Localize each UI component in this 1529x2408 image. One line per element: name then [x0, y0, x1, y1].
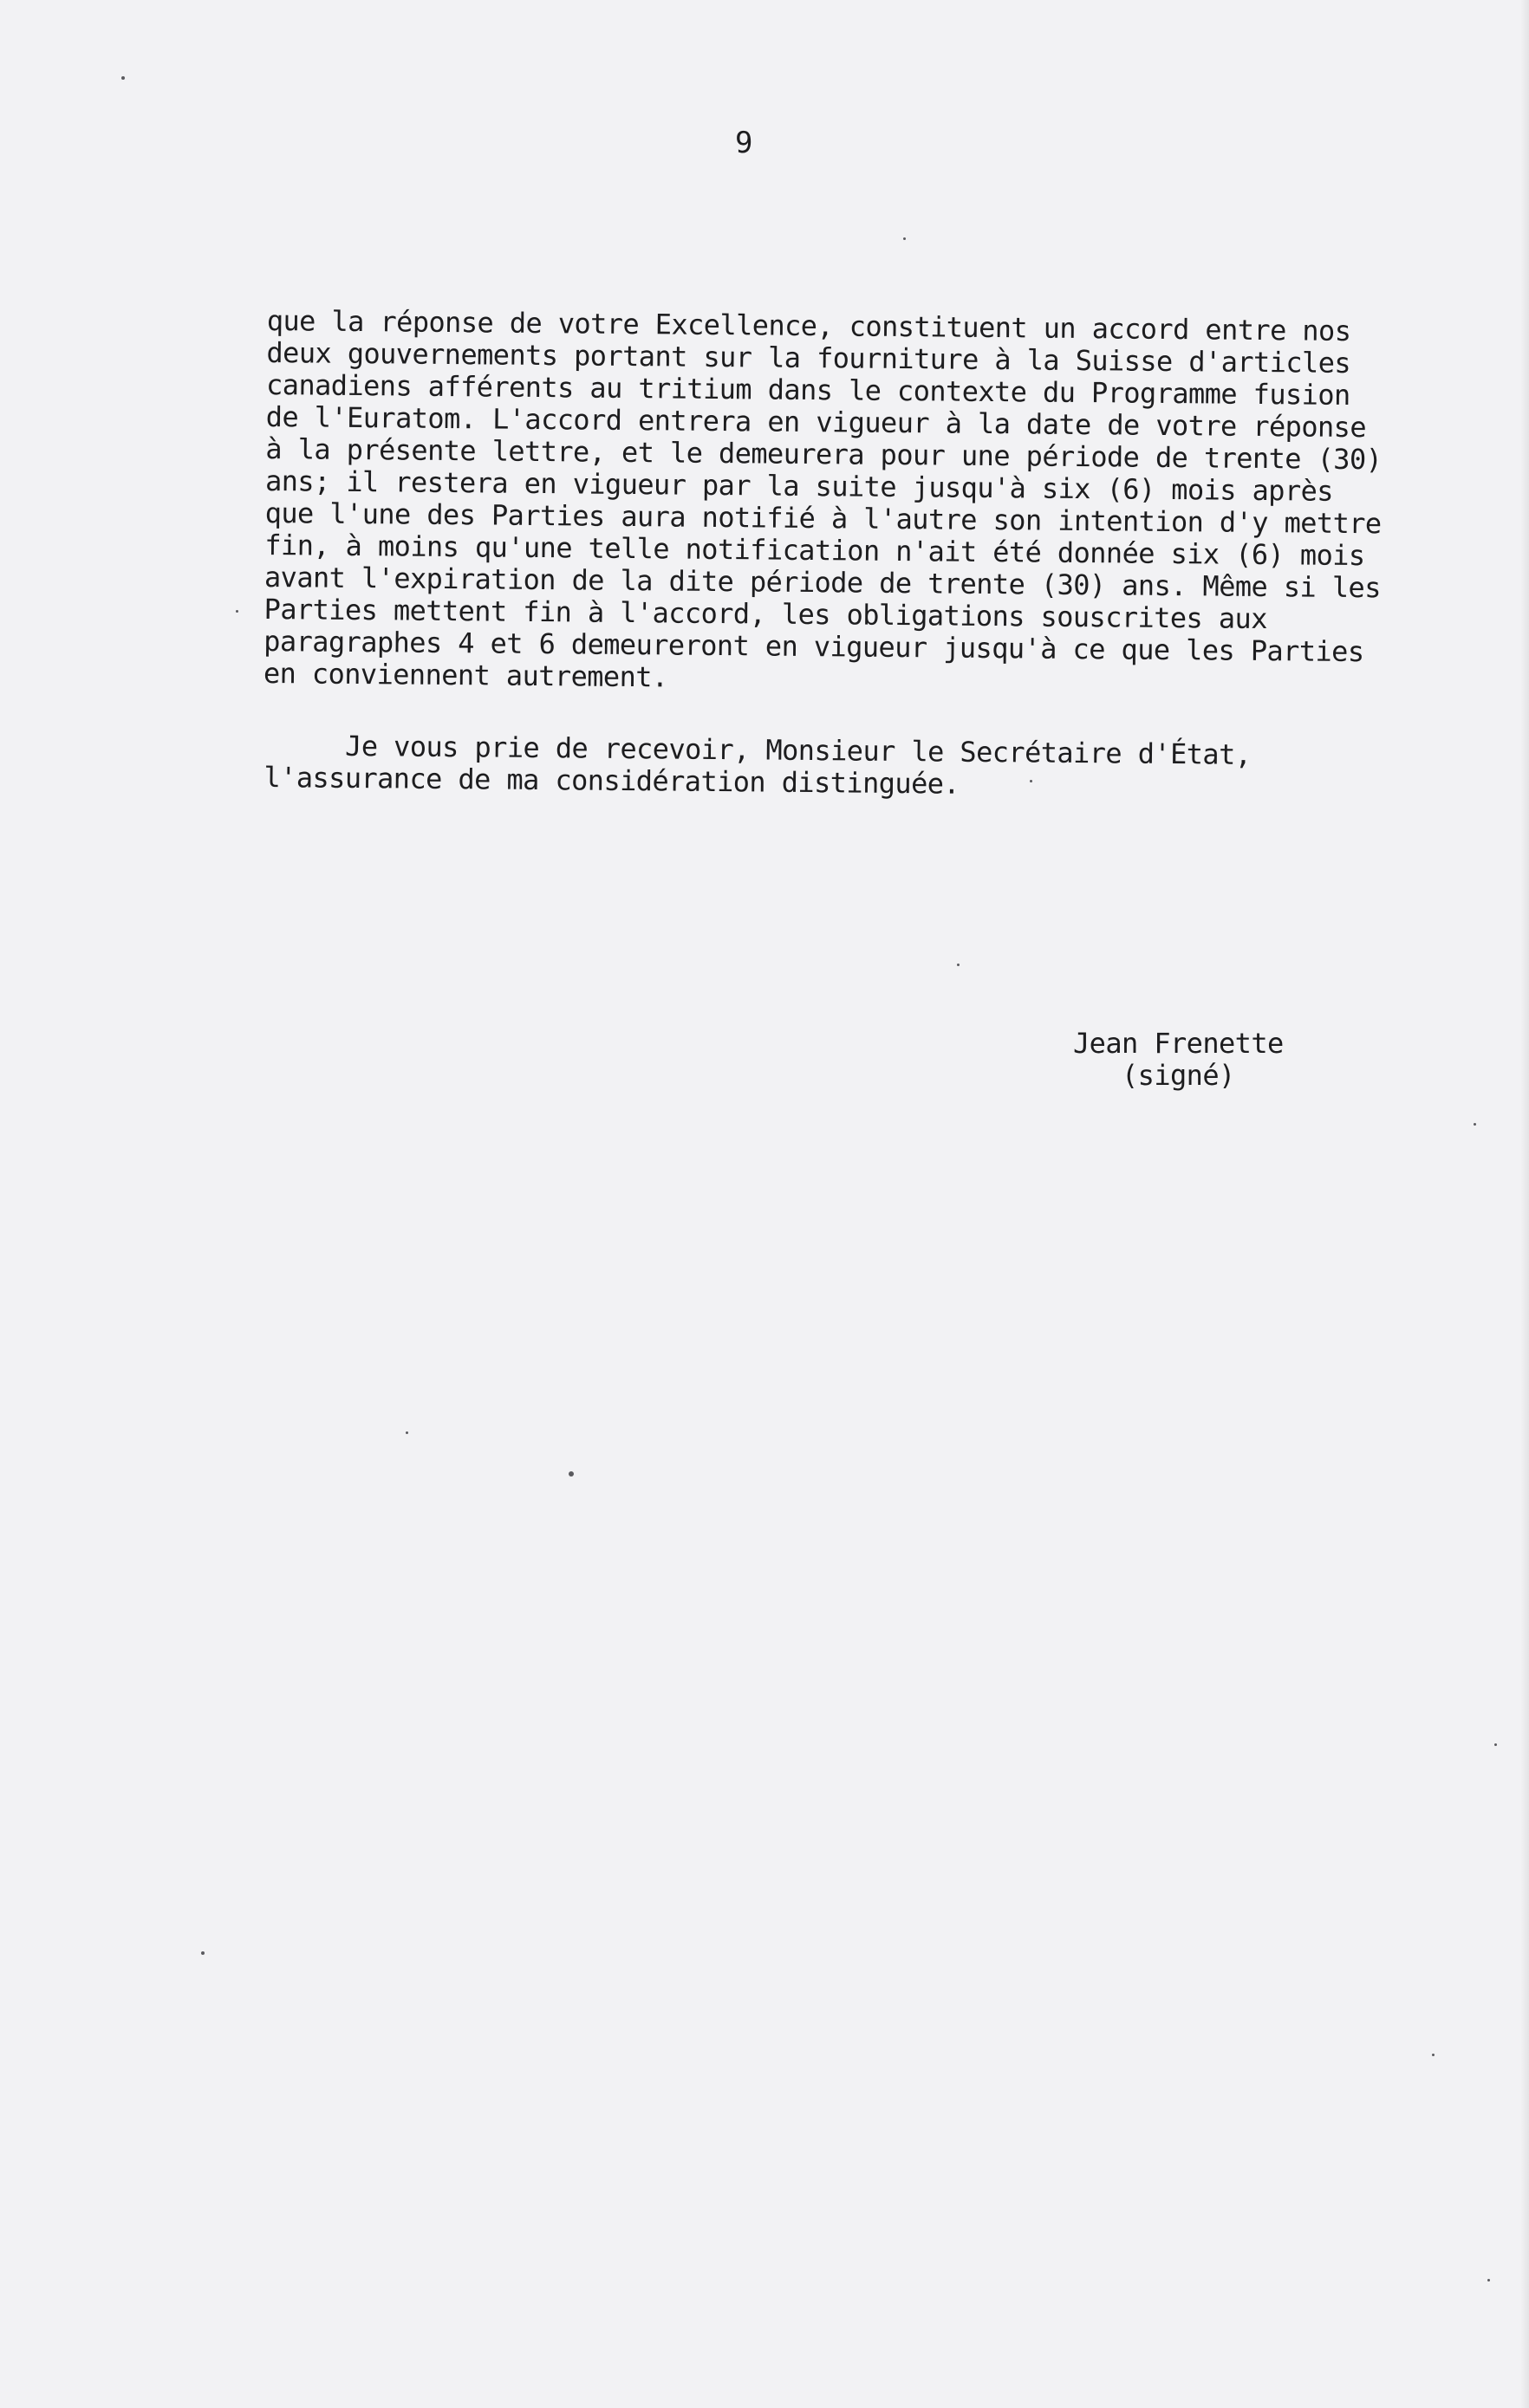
page-number: 9 — [735, 126, 753, 160]
scan-speck — [957, 964, 960, 966]
scan-speck — [1432, 2054, 1435, 2056]
scan-speck — [1474, 1123, 1476, 1126]
page-edge-shadow — [1520, 0, 1529, 2408]
letter-closing-paragraph: Je vous prie de recevoir, Monsieur le Secrétaire d'État, l'assurance de ma considération distinguée. — [264, 729, 1252, 801]
scan-speck — [1487, 2279, 1490, 2281]
letter-body-paragraph: que la réponse de votre Excellence, constituent un accord entre nos deux gouvernements portant sur la fourniture à la Suisse d'articles canadiens afférents au tritium dans le contexte du Programme fusion de l'Euratom. L'accord entrera en vigueur à la date de votre réponse à la présente lettre, et le demeurera pour une période de trente (30) ans; il restera en vigueur par la suite jusqu'à six (6) mois après que l'une des Parties aura notifié à l'autre son intention d'y mettre fin, à moins qu'une telle notification n'ait été donnée six (6) mois avant l'expiration de la dite période de trente (30) ans. Même si les Parties mettent fin à l'accord, les obligations souscrites aux paragraphes 4 et 6 demeureront en vigueur jusqu'à ce que les Parties en conviennent autrement. — [263, 304, 1383, 694]
scan-speck — [201, 1951, 205, 1955]
signature-note: (signé) — [1122, 1059, 1235, 1092]
scan-speck — [236, 610, 238, 613]
scan-speck — [1494, 1743, 1497, 1746]
signature-block — [1073, 1028, 1284, 1092]
scan-speck — [569, 1471, 574, 1477]
signature-name: Jean Frenette — [1073, 1027, 1284, 1060]
scan-speck — [121, 76, 125, 80]
scan-speck — [903, 237, 906, 240]
scan-speck — [406, 1431, 408, 1434]
scan-speck — [1030, 780, 1032, 782]
